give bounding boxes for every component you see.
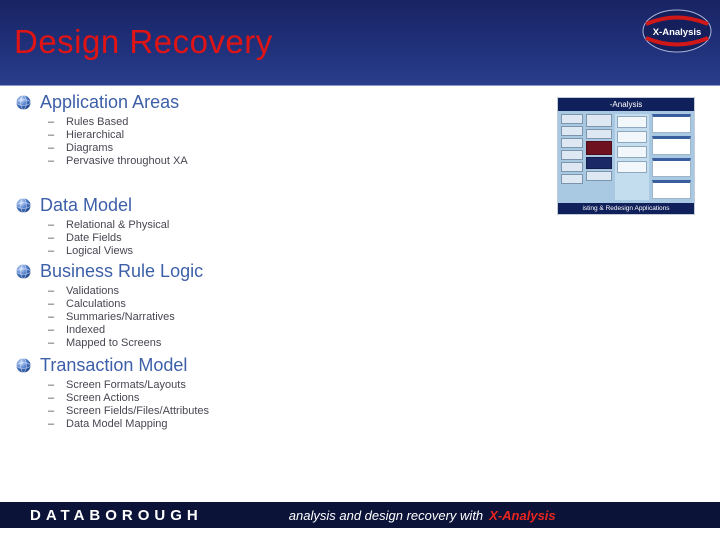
diagram-block (586, 129, 612, 139)
section-title: Transaction Model (40, 355, 188, 375)
section-transaction-model (16, 355, 536, 431)
databorough-logo: DATABOROUGH (30, 506, 203, 524)
bullet-item: – Screen Actions (48, 392, 536, 405)
globe-bullet-icon (16, 95, 31, 110)
bullet-item: – Data Model Mapping (48, 418, 536, 431)
thumbnail-titlebar: -Analysis (558, 98, 694, 111)
section-title: Application Areas (40, 92, 180, 112)
thumbnail-column-panel (615, 114, 649, 200)
diagram-block-navy (586, 157, 612, 169)
bullet-item: – Summaries/Narratives (48, 311, 536, 324)
diagram-card (652, 114, 691, 133)
thumbnail-column-mid (586, 114, 612, 200)
xanalysis-logo (642, 9, 712, 53)
bullet-item: – Hierarchical (48, 129, 536, 142)
diagram-block (561, 162, 583, 172)
diagram-block (617, 116, 647, 128)
globe-bullet-icon (16, 198, 31, 213)
bullet-item: – Calculations (48, 298, 536, 311)
thumbnail-caption: isting & Redesign Applications (558, 203, 694, 214)
bullet-list (16, 219, 536, 258)
slide-title: Design Recovery (14, 23, 273, 60)
thumbnail-column-left (561, 114, 583, 200)
diagram-card (652, 158, 691, 177)
section-heading (16, 355, 536, 375)
bullet-item: – Screen Fields/Files/Attributes (48, 405, 536, 418)
diagram-block (561, 174, 583, 184)
bullet-item: – Screen Formats/Layouts (48, 379, 536, 392)
section-heading (16, 92, 536, 112)
diagram-block (561, 138, 583, 148)
section-application-areas (16, 92, 536, 168)
diagram-block (617, 146, 647, 158)
diagram-block (617, 161, 647, 173)
xanalysis-screenshot-thumbnail (557, 97, 695, 215)
section-business-rule-logic (16, 261, 536, 350)
bullet-item: – Indexed (48, 324, 536, 337)
tagline-brand: X-Analysis (489, 507, 556, 523)
diagram-card (652, 136, 691, 155)
diagram-block (586, 114, 612, 127)
thumbnail-column-right (652, 114, 691, 200)
bullet-item: – Validations (48, 285, 536, 298)
bullet-item: – Diagrams (48, 142, 536, 155)
logo-text: X-Analysis (652, 27, 702, 38)
diagram-block-maroon (586, 141, 612, 155)
diagram-block (561, 126, 583, 136)
bullet-item: – Relational & Physical (48, 219, 536, 232)
section-heading (16, 195, 536, 215)
slide-content (16, 92, 536, 431)
bullet-list (16, 379, 536, 431)
bullet-item: – Rules Based (48, 116, 536, 129)
tagline-text: analysis and design recovery with (288, 507, 484, 523)
bullet-item: – Mapped to Screens (48, 337, 536, 350)
diagram-block (561, 114, 583, 124)
bullet-item: – Logical Views (48, 245, 536, 258)
section-title: Business Rule Logic (40, 261, 204, 281)
diagram-block (561, 150, 583, 160)
bullet-list (16, 285, 536, 350)
footer-tagline (289, 508, 556, 523)
thumbnail-diagram (558, 111, 694, 203)
bullet-item: – Date Fields (48, 232, 536, 245)
header-band (0, 0, 720, 86)
bullet-list (16, 116, 536, 168)
section-data-model (16, 195, 536, 258)
globe-bullet-icon (16, 358, 31, 373)
section-title: Data Model (40, 195, 133, 215)
section-heading (16, 261, 536, 281)
bullet-item: – Pervasive throughout XA (48, 155, 536, 168)
diagram-block (586, 171, 612, 181)
footer-bar (0, 502, 720, 528)
diagram-block (617, 131, 647, 143)
diagram-card (652, 180, 691, 199)
globe-bullet-icon (16, 264, 31, 279)
